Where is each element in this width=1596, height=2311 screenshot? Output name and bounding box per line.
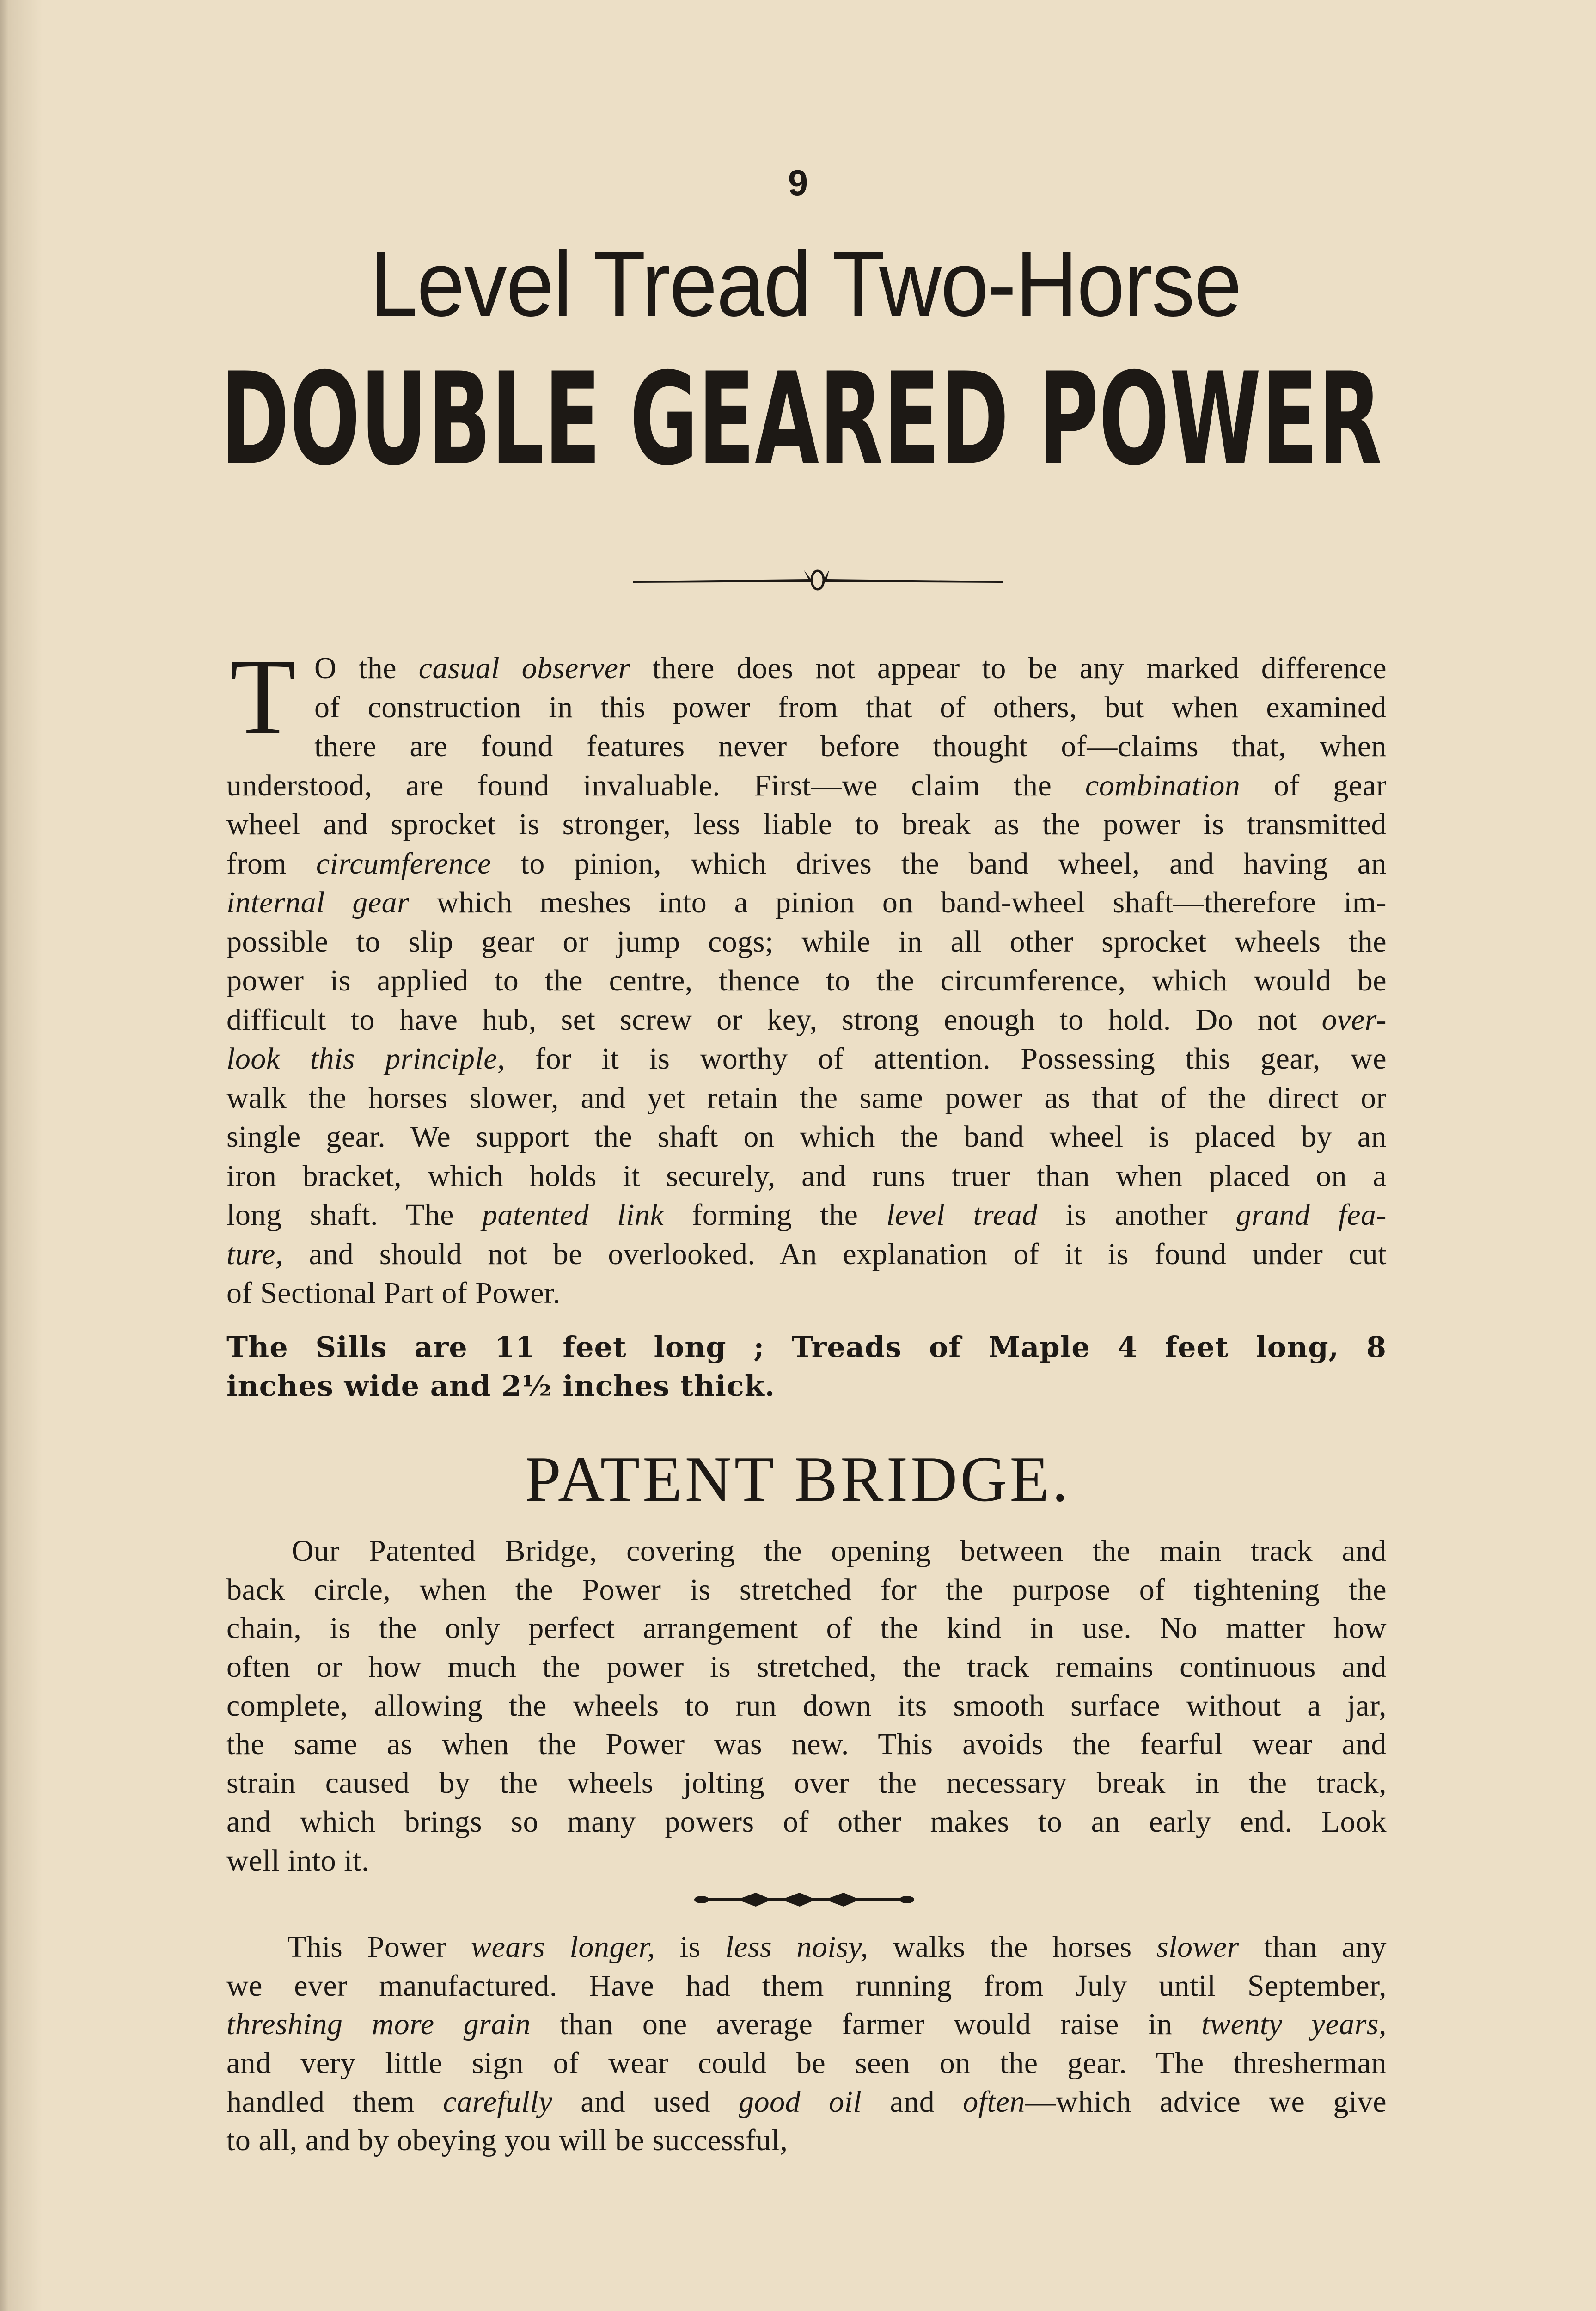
text-line bbox=[226, 2005, 1387, 2044]
text-line bbox=[226, 1235, 1387, 1274]
text-line bbox=[226, 1725, 1387, 1764]
text-line bbox=[226, 1803, 1387, 1841]
text-run: wheel and sprocket is stronger, less liable to break as the power is transmitted bbox=[226, 807, 1387, 841]
text-run: of construction in this power from that of others, but when examined bbox=[314, 690, 1387, 724]
text-run: to pinion, which drives the band wheel, and having an bbox=[491, 846, 1387, 880]
text-run: often or how much the power is stretched, the track remains continuous and bbox=[226, 1650, 1387, 1684]
section-heading: PATENT BRIDGE. bbox=[525, 1443, 1071, 1515]
text-line bbox=[226, 727, 1387, 766]
text-run: forming the bbox=[664, 1198, 887, 1232]
paragraph-durability bbox=[226, 1928, 1387, 2160]
text-run: walks the horses bbox=[868, 1930, 1156, 1964]
text-run: than one average farmer would raise in bbox=[531, 2007, 1202, 2042]
text-line bbox=[226, 2121, 1387, 2160]
text-run: and which brings so many powers of other makes to an early end. Look bbox=[226, 1804, 1387, 1839]
text-run: the same as when the Power was new. This avoids the fearful wear and bbox=[226, 1727, 1387, 1761]
text-run: iron bracket, which holds it securely, and runs truer than when placed on a bbox=[226, 1159, 1387, 1193]
text-run: inches wide and 2½ inches thick. bbox=[226, 1369, 776, 1403]
text-line bbox=[226, 649, 1387, 688]
italic-text-run: threshing more grain bbox=[226, 2007, 531, 2042]
text-run: and should not be overlooked. An explanation of it is found under cut bbox=[283, 1237, 1387, 1271]
text-run: well into it. bbox=[226, 1843, 369, 1877]
text-run: This Power bbox=[287, 1930, 471, 1964]
text-run: of Sectional Part of Power. bbox=[226, 1276, 561, 1310]
text-line bbox=[226, 1532, 1387, 1571]
italic-text-run: grand fea- bbox=[1236, 1198, 1387, 1232]
text-run: walk the horses slower, and yet retain the same power as that of the direct or bbox=[226, 1081, 1387, 1115]
text-run: handled them bbox=[226, 2085, 443, 2119]
text-line bbox=[226, 1001, 1387, 1040]
text-run: and bbox=[862, 2085, 963, 2119]
italic-text-run: less noisy, bbox=[725, 1930, 868, 1964]
text-line bbox=[226, 1118, 1387, 1157]
italic-text-run: good oil bbox=[739, 2085, 862, 2119]
ornament-flourish-icon bbox=[693, 1888, 915, 1911]
text-run: of gear bbox=[1240, 768, 1387, 802]
text-run: is bbox=[655, 1930, 726, 1964]
italic-text-run: slower bbox=[1156, 1930, 1239, 1964]
text-line bbox=[226, 1764, 1387, 1803]
italic-text-run: carefully bbox=[443, 2085, 553, 2119]
text-run: there are found features never before thought of—claims that, when bbox=[314, 729, 1387, 763]
text-line bbox=[226, 1157, 1387, 1196]
title-line-2: DOUBLE GEARED POWER bbox=[220, 345, 1382, 493]
text-line bbox=[226, 1648, 1387, 1687]
text-line bbox=[226, 1928, 1387, 1967]
italic-text-run: over- bbox=[1321, 1003, 1387, 1037]
italic-text-run: internal gear bbox=[226, 886, 410, 919]
page-edge-shadow bbox=[0, 0, 42, 2311]
text-run: strain caused by the wheels jolting over the necessary break in the track, bbox=[226, 1766, 1387, 1800]
italic-text-run: level tread bbox=[886, 1198, 1038, 1232]
italic-text-run: often bbox=[963, 2085, 1025, 2119]
text-line bbox=[226, 923, 1387, 962]
paragraph-patent-bridge bbox=[226, 1532, 1387, 1880]
text-run: The Sills are 11 feet long ; Treads of Maple 4 feet long, 8 bbox=[226, 1330, 1387, 1364]
text-run: complete, allowing the wheels to run down its smooth surface without a jar, bbox=[226, 1688, 1387, 1723]
text-run: possible to slip gear or jump cogs; while in all other sprocket wheels the bbox=[226, 924, 1387, 959]
italic-text-run: twenty years, bbox=[1201, 2007, 1387, 2042]
text-run: single gear. We support the shaft on which the band wheel is placed by an bbox=[226, 1120, 1387, 1154]
text-line bbox=[226, 2083, 1387, 2121]
italic-text-run: ture, bbox=[226, 1237, 283, 1271]
drop-cap: T bbox=[230, 636, 296, 757]
text-line bbox=[226, 1571, 1387, 1609]
text-run: back circle, when the Power is stretched for the purpose of tightening the bbox=[226, 1572, 1387, 1607]
text-line bbox=[226, 1967, 1387, 2005]
italic-text-run: circumference bbox=[316, 846, 491, 880]
title-line-1: Level Tread Two-Horse bbox=[370, 232, 1241, 336]
text-line bbox=[226, 1196, 1387, 1235]
text-run: power is applied to the centre, thence to the circumference, which would be bbox=[226, 964, 1387, 997]
text-line bbox=[226, 1687, 1387, 1725]
text-run: chain, is the only perfect arrangement of the kind in use. No matter how bbox=[226, 1611, 1387, 1645]
italic-text-run: casual observer bbox=[418, 651, 630, 685]
text-line bbox=[226, 2044, 1387, 2083]
text-line bbox=[226, 1367, 1387, 1406]
text-line bbox=[226, 1039, 1387, 1079]
text-run: and used bbox=[552, 2085, 739, 2119]
text-line bbox=[226, 961, 1387, 1001]
specifications-text bbox=[226, 1328, 1387, 1406]
text-run: we ever manufactured. Have had them running from July until September, bbox=[226, 1969, 1387, 2003]
italic-text-run: combination bbox=[1085, 768, 1241, 802]
text-line bbox=[226, 844, 1387, 884]
italic-text-run: wears longer, bbox=[471, 1930, 655, 1964]
text-run: O the bbox=[314, 651, 419, 685]
text-line bbox=[226, 1079, 1387, 1118]
text-run: for it is worthy of attention. Possessing this gear, we bbox=[505, 1042, 1387, 1076]
text-run: understood, are found invaluable. First—we claim the bbox=[226, 768, 1085, 802]
text-line bbox=[226, 688, 1387, 728]
page-number: 9 bbox=[788, 162, 808, 203]
text-run: long shaft. The bbox=[226, 1198, 482, 1232]
text-run: from bbox=[226, 846, 316, 880]
text-line bbox=[226, 1609, 1387, 1648]
text-line bbox=[226, 1328, 1387, 1367]
text-line bbox=[226, 766, 1387, 806]
text-run: than any bbox=[1239, 1930, 1387, 1964]
text-line bbox=[226, 805, 1387, 844]
text-run: to all, and by obeying you will be successful, bbox=[226, 2123, 788, 2158]
italic-text-run: look this principle, bbox=[226, 1042, 505, 1076]
text-line bbox=[226, 1841, 1387, 1880]
text-line bbox=[226, 883, 1387, 923]
text-line bbox=[226, 1274, 1387, 1313]
text-run: difficult to have hub, set screw or key, strong enough to hold. Do not bbox=[226, 1003, 1322, 1037]
ornamental-divider bbox=[633, 566, 1003, 594]
text-run: which meshes into a pinion on band-wheel shaft—therefore im- bbox=[409, 886, 1387, 919]
italic-text-run: patented link bbox=[482, 1198, 664, 1232]
text-run: there does not appear to be any marked difference bbox=[630, 651, 1387, 685]
text-run: is another bbox=[1037, 1198, 1236, 1232]
text-run: —which advice we give bbox=[1025, 2085, 1387, 2119]
text-run: Our Patented Bridge, covering the opening between the main track and bbox=[292, 1534, 1387, 1568]
paragraph-intro bbox=[226, 649, 1387, 1313]
text-run: and very little sign of wear could be seen on the gear. The thresherman bbox=[226, 2046, 1387, 2080]
